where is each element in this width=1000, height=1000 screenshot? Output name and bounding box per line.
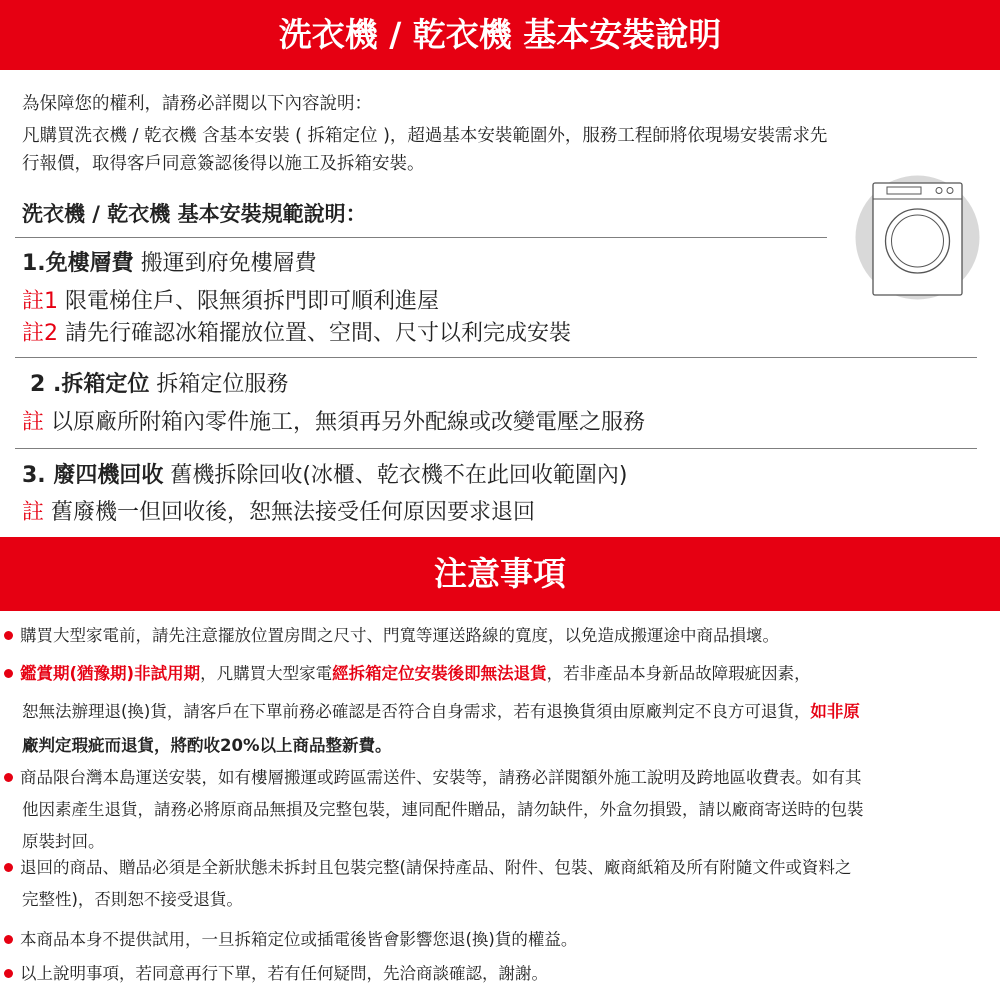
spec-item-2 [30, 367, 288, 398]
notice-emphasis: 鑑賞期(猶豫期)非試用期 [20, 664, 201, 683]
notice-text: 完整性)，否則恕不接受退貨。 [22, 890, 243, 909]
washing-machine-icon [855, 175, 980, 300]
spec-item-3-note [22, 495, 535, 526]
notice-text: 以上說明事項，若同意再行下單，若有任何疑問，先洽商談確認，謝謝。 [20, 964, 548, 983]
divider [15, 237, 827, 238]
intro-line-2: 凡購買洗衣機 / 乾衣機 含基本安裝 ( 拆箱定位 )，超過基本安裝範圍外，服務工程師將依現場安裝需求先 [22, 126, 828, 146]
note-text: 以原廠所附箱內零件施工，無須再另外配線或改變電壓之服務 [44, 410, 646, 435]
notice-text-part: ，凡購買大型家電 [200, 664, 333, 683]
note-label: 註2 [22, 321, 58, 346]
bullet-icon [4, 773, 13, 782]
spec-item-3 [22, 458, 628, 489]
bullet-icon [4, 631, 13, 640]
divider [15, 357, 977, 358]
notice-text: 他因素產生退貨，請務必將原商品無損及完整包裝，連同配件贈品，請勿缺件，外盒勿損毀，請以廠商寄送時的包裝 [22, 800, 864, 819]
notice-text [20, 660, 811, 684]
bullet-icon [4, 969, 13, 978]
notice-banner [0, 537, 1000, 611]
notice-text: 商品限台灣本島運送安裝，如有樓層搬運或跨區需送件、安裝等，請務必詳閱額外施工說明及跨地區收費表。如有其 [20, 768, 862, 787]
note-text: 舊廢機一但回收後，恕無法接受任何原因要求退回 [44, 500, 536, 525]
notice-text: 退回的商品、贈品必須是全新狀態未拆封且包裝完整(請保持產品、附件、包裝、廠商紙箱及所有附隨文件或資料之 [20, 858, 852, 877]
bullet-icon [4, 935, 13, 944]
notice-title: 注意事項 [434, 554, 566, 593]
notice-emphasis: 如非原 [810, 702, 860, 721]
spec-item-1 [22, 246, 317, 277]
notice-text: 購買大型家電前，請先注意擺放位置房間之尺寸、門寬等運送路線的寬度，以免造成搬運途中商品損壞。 [20, 626, 779, 645]
spec-item-2-title: 2 .拆箱定位 [30, 372, 150, 397]
notice-emphasis: 經拆箱定位安裝後即無法退貨 [332, 664, 547, 683]
note-label: 註1 [22, 289, 58, 314]
intro-line-3: 行報價，取得客戶同意簽認後得以施工及拆箱安裝。 [22, 154, 425, 174]
notice-text: 本商品本身不提供試用，一旦拆箱定位或插電後皆會影響您退(換)貨的權益。 [20, 930, 578, 949]
bullet-icon [4, 863, 13, 872]
divider [15, 448, 977, 449]
notice-text [22, 698, 860, 722]
page-title-banner [0, 0, 1000, 70]
spec-item-1-title: 1.免樓層費 [22, 251, 134, 276]
note-label: 註 [22, 500, 45, 525]
note-text: 限電梯住戶、限無須拆門即可順利進屋 [58, 289, 439, 314]
notice-text: 原裝封回。 [22, 832, 105, 851]
spec-heading: 洗衣機 / 乾衣機 基本安裝規範說明： [22, 202, 367, 226]
spec-item-1-note-2 [22, 316, 571, 347]
notice-text-part: 恕無法辦理退(換)貨，請客戶在下單前務必確認是否符合自身需求，若有退換貨須由原廠判定不良方可退貨， [22, 702, 811, 721]
spec-item-2-note [22, 405, 645, 436]
page-title: 洗衣機 / 乾衣機 基本安裝說明 [278, 15, 722, 54]
intro-line-1: 為保障您的權利，請務必詳閱以下內容說明： [22, 94, 372, 114]
spec-item-1-note-1 [22, 284, 439, 315]
note-text: 請先行確認冰箱擺放位置、空間、尺寸以利完成安裝 [58, 321, 571, 346]
spec-item-2-text: 拆箱定位服務 [149, 372, 289, 397]
note-label: 註 [22, 410, 45, 435]
notice-text-part: ，若非產品本身新品故障瑕疵因素， [546, 664, 811, 683]
notice-emphasis: 廠判定瑕疵而退貨，將酌收20%以上商品整新費。 [22, 736, 392, 755]
spec-item-3-title: 3. 廢四機回收 [22, 463, 164, 488]
spec-item-1-text: 搬運到府免樓層費 [133, 251, 317, 276]
spec-item-3-text: 舊機拆除回收(冰櫃、乾衣機不在此回收範圍內) [163, 463, 628, 488]
bullet-icon [4, 669, 13, 678]
